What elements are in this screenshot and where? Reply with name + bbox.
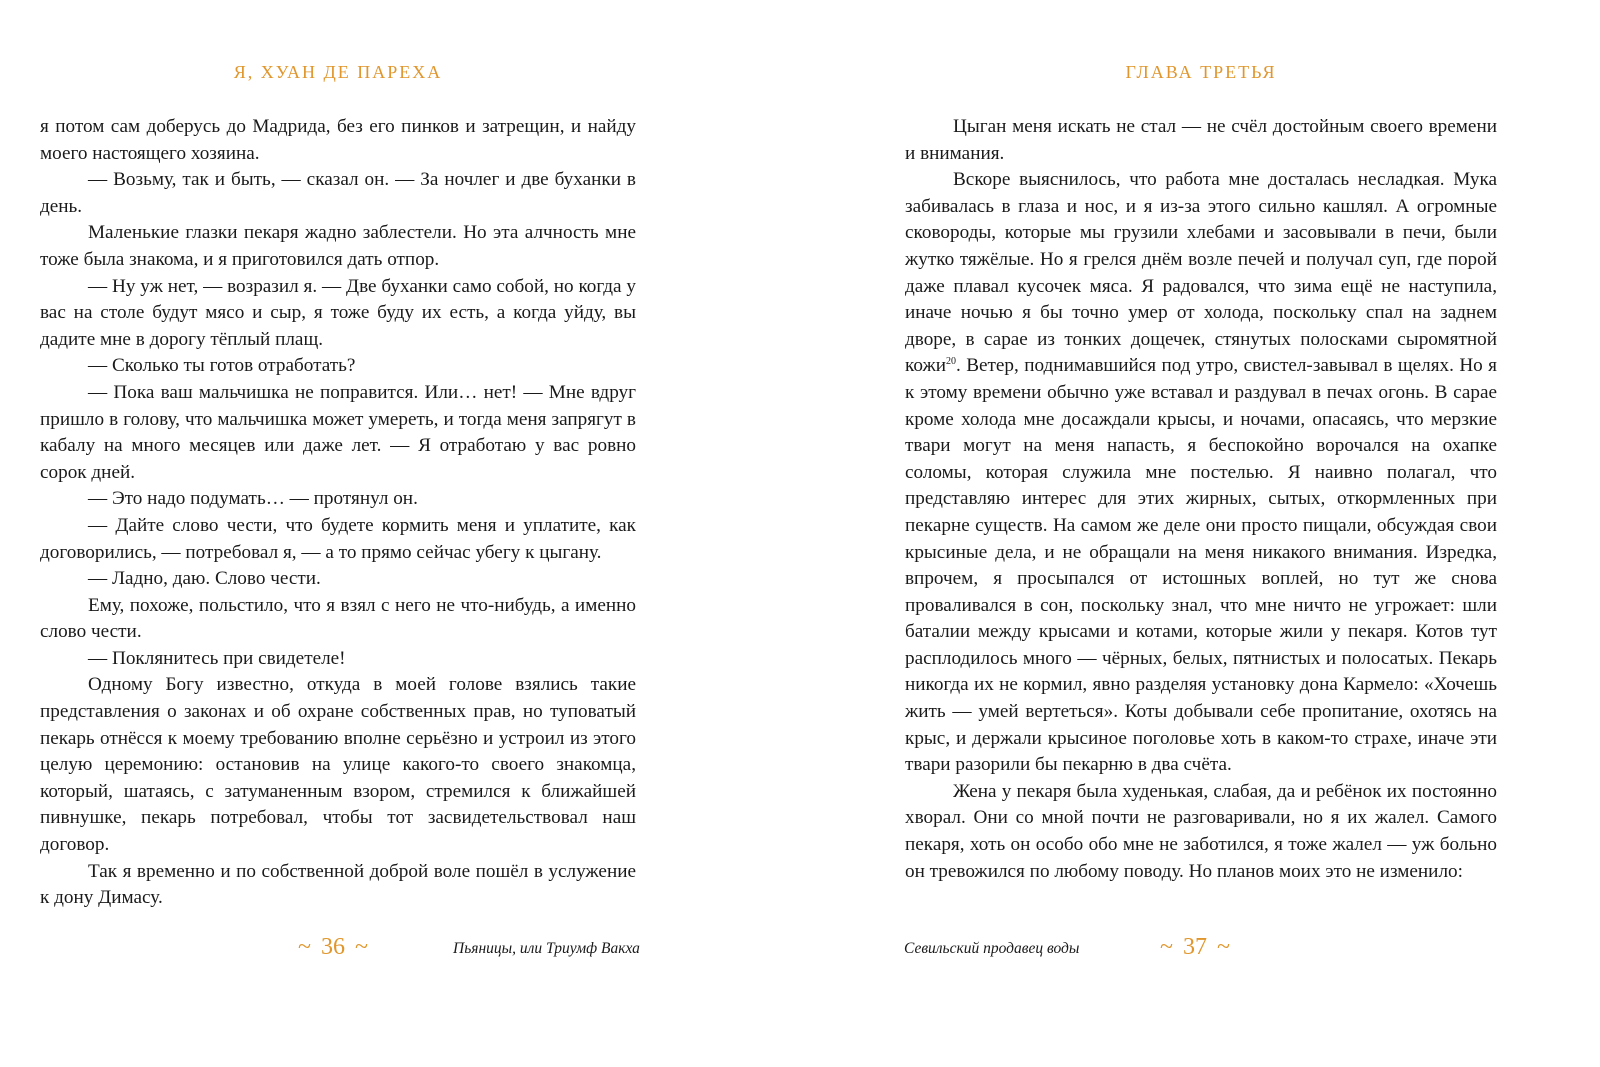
section-title: Севильский продавец воды [904,940,1080,957]
tilde-ornament-icon: ~ [354,934,368,960]
running-head: Я, ХУАН ДЕ ПАРЕХА [233,62,443,82]
paragraph: Жена у пекаря была худенькая, слабая, да и ребёнок их постоянно хворал. Они со мной почти не разговаривали, но я их жалел. Самого пекаря, хоть он особо обо мне не заботился, я тоже жалел — уж больно он тревожился по любому поводу. Но планов моих это не изменило: [905,780,1497,882]
page-number: ~ 36 ~ [298,934,368,960]
paragraph: — Это надо подумать… — протянул он. [88,488,418,510]
paragraph: Цыган меня искать не стал — не счёл достойным своего времени и внимания. [905,116,1497,164]
body-text [905,114,1497,885]
paragraph: Ему, похоже, польстило, что я взял с него не что-нибудь, а именно слово чести. [40,594,636,643]
paragraph: Одному Богу известно, откуда в моей голове взялись такие представления о законах и об охране собственных прав, но туповатый пекарь отнёсся к моему требованию вполне серьёзно и устроил из этого целую церемонию: остановив на улице какого-то своего знакомца, который, шатаясь, с затуманенным взором, стремился к ближайшей пивнушке, пекарь потребовал, чтобы тот засвидетельствовал наш договор. [40,674,636,856]
paragraph: — Поклянитесь при свидетеле! [88,647,346,669]
paragraph: я потом сам доберусь до Мадрида, без его пинков и затрещин, и найду моего настоящего хозяина. [40,116,636,164]
paragraph: Маленькие глазки пекаря жадно заблестели. Но эта алчность мне тоже была знакома, и я приготовился дать отпор. [40,222,636,270]
running-head: ГЛАВА ТРЕТЬЯ [1125,62,1277,82]
paragraph: Так я временно и по собственной доброй воле пошёл в услужение к дону Димасу. [40,860,636,909]
paragraph: — Дайте слово чести, что будете кормить меня и уплатите, как договорились, — потребовал я, — а то прямо сейчас убегу к цыгану. [40,514,636,563]
paragraph: — Пока ваш мальчишка не поправится. Или… нет! — Мне вдруг пришло в голову, что мальчишка может умереть, и тогда меня запрягут в кабалу на много месяцев или даже лет. — Я отработаю у вас ровно сорок дней. [40,381,636,483]
paragraph: — Возьму, так и быть, — сказал он. — За ночлег и две буханки в день. [40,169,636,217]
paragraph: — Ладно, даю. Слово чести. [88,568,321,590]
tilde-ornament-icon: ~ [298,934,311,960]
tilde-ornament-icon: ~ [1160,934,1173,960]
tilde-ornament-icon: ~ [1216,934,1230,960]
page-number: ~ 37 ~ [1160,934,1230,960]
right-page [800,0,1600,1067]
paragraph: Вскоре выяснилось, что работа мне досталась несладкая. Мука забивалась в глаза и нос, и я из-за этого сильно кашлял. А огромные сковороды, которые мы грузили хлебами и засовывали в печи, были жутко тяжёлые. Но я грелся днём возле печей и получал суп, где порой даже плавал кусочек мяса. Я радовался, что зима ещё не наступила, иначе ночью я бы точно умер от холода, поскольку спал на заднем дворе, в сарае из тонких дощечек, стянутых полосками сыромятной кожи$^{20}$. Ветер, поднимавшийся под утро, свистел-завывал в щелях. Но я к этому времени обычно уже вставал и раздувал в печах огонь. В сарае кроме холода мне досаждали крысы, и ночами, опасаясь, что мерзкие твари могут на меня напасть, я беспокойно ворочался на охапке соломы, которая служила мне постелью. Я наивно полагал, что представляю интерес для этих жирных, сытых, откормленных при пекарне существ. На самом же деле они просто пищали, обсуждая свои крысиные дела, и не обращали на меня никакого внимания. Изредка, впрочем, я просыпался от истошных воплей, но тут же снова проваливался в сон, поскольку знал, что мне ничто не угрожает: шли баталии между крысами и котами, которые жили у пекаря. Котов тут расплодилось много — чёрных, белых, пятнистых и полосатых. Пекарь никогда их не кормил, явно разделяя установку дона Кармело: «Хочешь жить — умей вертеться». Коты добывали себе пропитание, охотясь на крыс, и держали крысиное поголовье хоть в каком-то страхе, иначе эти твари разорили бы пекарню в два счёта. [905,169,1498,776]
footnote-reference[interactable]: 20 [946,356,956,368]
paragraph: — Ну уж нет, — возразил я. — Две буханки само собой, но когда у вас на столе будут мясо и сыр, я тоже буду их есть, а когда уйду, вы дадите мне в дорогу тёплый плащ. [40,275,636,350]
section-title: Пьяницы, или Триумф Вакха [453,940,640,957]
body-text [40,114,636,912]
paragraph: — Сколько ты готов отработать? [88,355,356,377]
